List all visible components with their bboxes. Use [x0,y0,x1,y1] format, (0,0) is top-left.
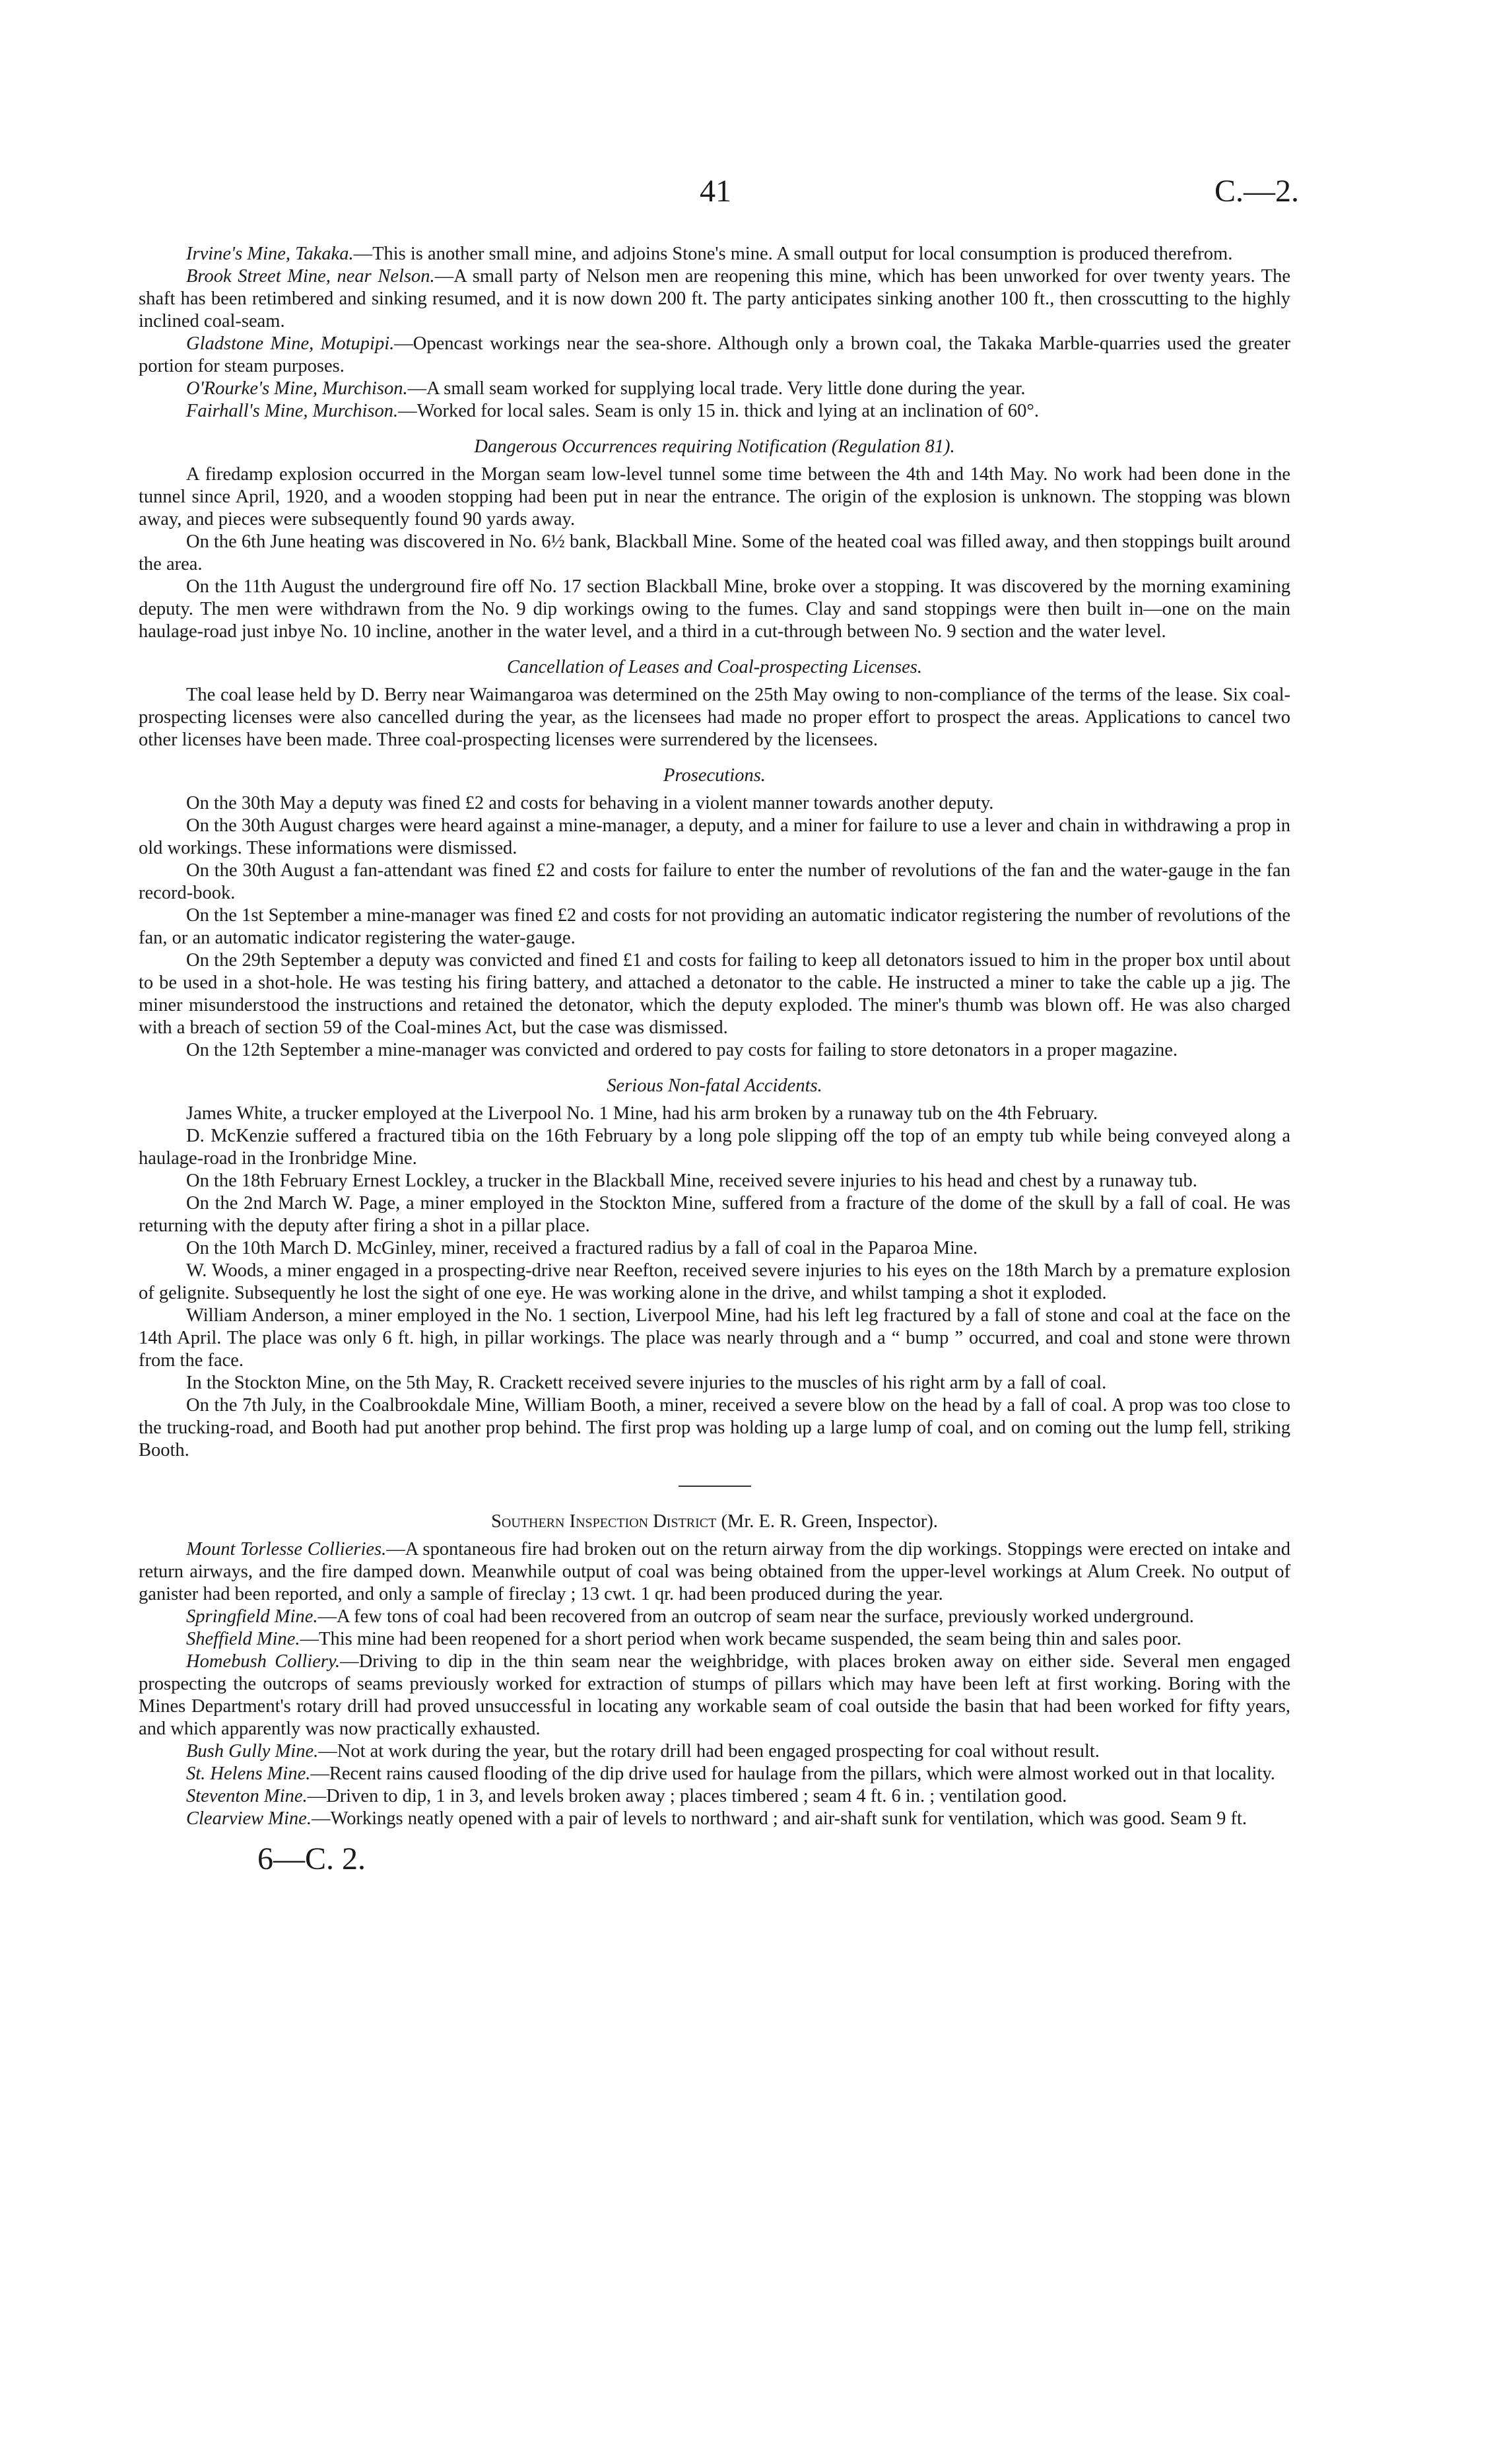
body-paragraph: On the 10th March D. McGinley, miner, received a fractured radius by a fall of coal in the Paparoa Mine. [186,1238,978,1258]
body-paragraph: On the 30th August a fan-attendant was fined £2 and costs for failure to enter the number of revolutions of the fan and the water-gauge in the fan record-book. [139,860,1290,903]
mine-name: Homebush Colliery. [186,1651,341,1672]
mine-name: Steventon Mine. [186,1786,308,1806]
mine-text: —Workings neatly opened with a pair of levels to northward ; and air-shaft sunk for ventilation, which was good. Seam 9 ft. [311,1808,1248,1829]
mine-text: —This mine had been reopened for a short period when work became suspended, the seam being thin and sales poor. [300,1629,1181,1649]
mine-name: O'Rourke's Mine, Murchison. [186,378,408,399]
series-code: C.—2. [1214,174,1299,209]
mine-text: —Driving to dip in the thin seam near the weighbridge, with places broken away on either side. Several men engaged prospecting the outcrops of seams previously worked for extraction of stumps of pillars which may have been left at first working. Boring with the Mines Department's rotary drill had proved unsuccessful in locating any workable seam of coal outside the basin that had been worked for fifty years, and which apparently was now practically exhausted. [139,1651,1290,1739]
mine-text: —A few tons of coal had been recovered from an outcrop of seam near the surface, previously worked underground. [317,1606,1194,1627]
mine-name: Gladstone Mine, Motupipi. [186,333,395,354]
body-paragraph: On the 2nd March W. Page, a miner employed in the Stockton Mine, suffered from a fracture of the dome of the skull by a fall of coal. He was returning with the deputy after firing a shot in a pillar place. [139,1193,1290,1236]
southern-district-heading [139,1511,1290,1533]
mine-paragraph [139,1538,1290,1606]
cancellation-heading: Cancellation of Leases and Coal-prospecting Licenses. [506,657,923,677]
mine-name: Irvine's Mine, Takaka. [186,244,354,264]
prosecutions-heading: Prosecutions. [663,765,766,786]
body-paragraph: W. Woods, a miner engaged in a prospecting-drive near Reefton, received severe injuries to his eyes on the 18th March by a premature explosion of gelignite. Subsequently he lost the sight of one eye. He was working alone in the drive, and whilst tamping a shot it exploded. [139,1260,1290,1303]
mine-paragraph [139,265,1290,333]
mine-paragraph [139,1763,1290,1785]
page-content [139,243,1290,1878]
body-paragraph: On the 30th May a deputy was fined £2 and costs for behaving in a violent manner towards another deputy. [186,793,994,813]
inspector-name: (Mr. E. R. Green, Inspector). [721,1511,938,1532]
page-number: 41 [700,174,731,209]
mine-name: Fairhall's Mine, Murchison. [186,401,399,421]
body-paragraph: On the 7th July, in the Coalbrookdale Mine, William Booth, a miner, received a severe blow on the head by a fall of coal. A prop was too close to the trucking-road, and Booth had put another prop behind. The first prop was holding up a large lump of coal, and on coming out the lump fell, striking Booth. [139,1395,1290,1460]
body-paragraph: On the 18th February Ernest Lockley, a trucker in the Blackball Mine, received severe injuries to his head and chest by a runaway tub. [186,1171,1197,1191]
intro-section [139,243,1290,423]
mine-text: —Not at work during the year, but the rotary drill had been engaged prospecting for coal without result. [318,1741,1100,1762]
body-paragraph: On the 11th August the underground fire off No. 17 section Blackball Mine, broke over a stopping. It was discovered by the morning examining deputy. The men were withdrawn from the No. 9 dip workings owing to the fumes. Clay and sand stoppings were then built in—one on the main haulage-road just inbye No. 10 incline, another in the water level, and a third in a cut-through between No. 9 section and the water level. [139,576,1290,642]
mine-text: —Driven to dip, 1 in 3, and levels broken away ; places timbered ; seam 4 ft. 6 in. ; ventilation good. [307,1786,1067,1806]
body-paragraph: On the 1st September a mine-manager was fined £2 and costs for not providing an automatic indicator registering the number of revolutions of the fan, or an automatic indicator registering the water-gauge. [139,905,1290,948]
mine-name: Brook Street Mine, near Nelson. [186,266,435,287]
body-paragraph: William Anderson, a miner employed in the No. 1 section, Liverpool Mine, had his left leg fractured by a fall of stone and coal at the face on the 14th April. The place was only 6 ft. high, in pillar workings. The place was nearly through and a “ bump ” occurred, and coal and stone were thrown from the face. [139,1305,1290,1371]
mine-text: —Opencast workings near the sea-shore. Although only a brown coal, the Takaka Marble-quarries used the greater portion for steam purposes. [139,333,1290,376]
mine-text: —A small party of Nelson men are reopening this mine, which has been unworked for over twenty years. The shaft has been retimbered and sinking resumed, and it is now down 200 ft. The party anticipates sinking another 100 ft., then crosscutting to the highly inclined coal-seam. [139,266,1290,331]
body-paragraph: A firedamp explosion occurred in the Morgan seam low-level tunnel some time between the 4th and 14th May. No work had been done in the tunnel since April, 1920, and a wooden stopping had been put in near the entrance. The origin of the explosion is unknown. The stopping was blown away, and pieces were subsequently found 90 yards away. [139,464,1290,530]
accidents-heading: Serious Non-fatal Accidents. [607,1076,822,1096]
signature-mark: 6—C. 2. [257,1841,366,1876]
body-paragraph: On the 30th August charges were heard against a mine-manager, a deputy, and a miner for failure to use a lever and chain in withdrawing a prop in old workings. These informations were dismissed. [139,815,1290,858]
mine-text: —Worked for local sales. Seam is only 15 in. thick and lying at an inclination of 60°. [398,401,1039,421]
page-header [0,173,1497,219]
mine-name: Clearview Mine. [186,1808,312,1829]
body-paragraph: On the 12th September a mine-manager was convicted and ordered to pay costs for failing to store detonators in a proper magazine. [186,1040,1178,1060]
body-paragraph: The coal lease held by D. Berry near Waimangaroa was determined on the 25th May owing to non-compliance of the terms of the lease. Six coal-prospecting licenses were also cancelled during the year, as the licensees had made no proper effort to prospect the areas. Applications to cancel two other licenses have been made. Three coal-prospecting licenses were surrendered by the licensees. [139,685,1290,750]
mine-text: —This is another small mine, and adjoins Stone's mine. A small output for local consumption is produced therefrom. [353,244,1233,264]
district-name: Southern Inspection District [491,1511,717,1532]
mine-paragraph [139,1628,1290,1651]
mine-paragraph [139,1785,1290,1808]
mine-name: Springfield Mine. [186,1606,318,1627]
mine-paragraph [139,1606,1290,1628]
mine-paragraph [139,1651,1290,1740]
body-paragraph: On the 6th June heating was discovered in No. 6½ bank, Blackball Mine. Some of the heated coal was filled away, and then stoppings built around the area. [139,531,1290,574]
mine-text: —A spontaneous fire had broken out on the return airway from the dip workings. Stoppings were erected on intake and return airways, and the fire damped down. Meanwhile output of coal was being obtained from the upper-level workings at Alum Creek. No output of ganister had been reported, and only a sample of fireclay ; 13 cwt. 1 qr. had been produced during the year. [139,1539,1290,1604]
body-paragraph: In the Stockton Mine, on the 5th May, R. Crackett received severe injuries to the muscles of his right arm by a fall of coal. [186,1373,1107,1393]
mine-name: Bush Gully Mine. [186,1741,319,1762]
body-paragraph: On the 29th September a deputy was convicted and fined £1 and costs for failing to keep all detonators issued to him in the proper box until about to be used in a shot-hole. He was testing his firing battery, and attached a detonator to the cable. He instructed a miner to take the cable up a jig. The miner misunderstood the instructions and retained the detonator, which the deputy exploded. The miner's thumb was blown off. He was also charged with a breach of section 59 of the Coal-mines Act, but the case was dismissed. [139,950,1290,1038]
mine-paragraph [139,400,1290,423]
mine-paragraph [139,333,1290,378]
mine-name: Sheffield Mine. [186,1629,300,1649]
mine-name: St. Helens Mine. [186,1763,311,1784]
mine-paragraph [139,378,1290,400]
mine-paragraph [139,243,1290,265]
mine-text: —A small seam worked for supplying local trade. Very little done during the year. [407,378,1026,399]
mine-paragraph [139,1740,1290,1763]
dangerous-occurrences-heading: Dangerous Occurrences requiring Notification (Regulation 81). [474,436,955,457]
mine-paragraph [139,1808,1290,1830]
mine-name: Mount Torlesse Collieries. [186,1539,387,1559]
section-divider [679,1486,751,1487]
body-paragraph: D. McKenzie suffered a fractured tibia on the 16th February by a long pole slipping off the top of an empty tub while being conveyed along a haulage-road in the Ironbridge Mine. [139,1126,1290,1169]
mine-text: —Recent rains caused flooding of the dip drive used for haulage from the pillars, which were almost worked out in that locality. [310,1763,1275,1784]
body-paragraph: James White, a trucker employed at the Liverpool No. 1 Mine, had his arm broken by a runaway tub on the 4th February. [186,1103,1098,1124]
